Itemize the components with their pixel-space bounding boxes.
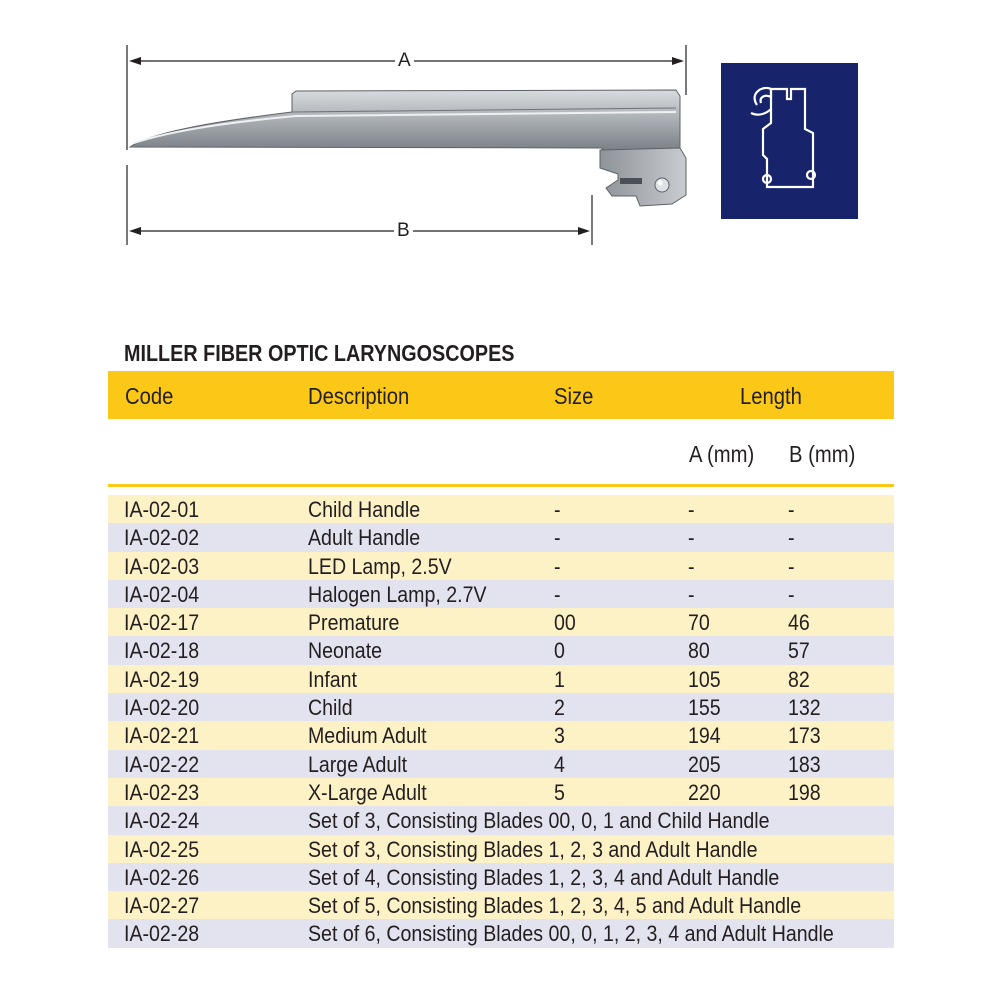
cell-code: IA-02-02: [124, 525, 200, 551]
cell-length-b: -: [788, 553, 795, 579]
table-row: [108, 580, 894, 608]
cell-code: IA-02-25: [124, 836, 200, 862]
cell-description: Child Handle: [308, 497, 421, 522]
arrowhead-left-a: [129, 57, 141, 65]
cell-description: Set of 6, Consisting Blades 00, 0, 1, 2, 3, 4 and Adult Handle: [308, 921, 834, 947]
cell-size: 2: [554, 695, 565, 721]
cell-size: -: [554, 525, 561, 551]
blade-fitting-icon: [721, 63, 858, 219]
cell-length-a: -: [688, 581, 695, 607]
table-row: [108, 552, 894, 580]
cell-length-b: 198: [788, 779, 821, 805]
header-divider: [108, 484, 894, 487]
cell-code: IA-02-04: [124, 581, 200, 607]
cell-size: 4: [554, 751, 565, 777]
header-b-mm: B (mm): [789, 441, 856, 467]
laryngoscope-blade-image: [130, 90, 686, 206]
cell-code: IA-02-17: [124, 610, 200, 636]
cell-length-b: -: [788, 497, 795, 522]
cell-code: IA-02-20: [124, 695, 200, 721]
cell-description: LED Lamp, 2.5V: [308, 553, 452, 579]
cell-size: 1: [554, 666, 565, 692]
cell-description: Adult Handle: [308, 525, 421, 551]
cell-code: IA-02-28: [124, 921, 200, 947]
cell-length-b: 82: [788, 666, 810, 692]
cell-size: 5: [554, 779, 565, 805]
cell-length-a: -: [688, 497, 695, 522]
cell-description: Large Adult: [308, 751, 408, 777]
cell-description: X-Large Adult: [308, 779, 427, 805]
cell-length-a: 194: [688, 723, 721, 749]
table-row: [108, 919, 894, 947]
cell-code: IA-02-22: [124, 751, 200, 777]
cell-length-b: 57: [788, 638, 810, 664]
cell-code: IA-02-19: [124, 666, 200, 692]
cell-length-a: 220: [688, 779, 721, 805]
table-row: [108, 523, 894, 551]
table-row: [108, 778, 894, 806]
cell-code: IA-02-21: [124, 723, 200, 749]
cell-length-a: -: [688, 525, 695, 551]
header-a-mm: A (mm): [689, 441, 755, 467]
cell-description: Set of 3, Consisting Blades 00, 0, 1 and Child Handle: [308, 808, 770, 834]
table-header: [108, 371, 894, 419]
header-code: Code: [125, 383, 174, 409]
cell-code: IA-02-26: [124, 864, 200, 890]
cell-length-b: -: [788, 525, 795, 551]
cell-description: Set of 4, Consisting Blades 1, 2, 3, 4 and Adult Handle: [308, 864, 780, 890]
cell-size: 3: [554, 723, 565, 749]
arrowhead-right-a: [672, 57, 684, 65]
product-table-body: [108, 495, 894, 948]
arrowhead-left-b: [129, 227, 141, 235]
arrowhead-right-b: [578, 227, 590, 235]
cell-code: IA-02-03: [124, 553, 200, 579]
dimension-a-label: A: [395, 51, 414, 71]
cell-code: IA-02-01: [124, 497, 200, 522]
cell-code: IA-02-23: [124, 779, 200, 805]
table-row: [108, 721, 894, 749]
cell-description: Medium Adult: [308, 723, 427, 749]
cell-length-b: 46: [788, 610, 810, 636]
cell-description: Set of 5, Consisting Blades 1, 2, 3, 4, 5 and Adult Handle: [308, 893, 802, 919]
cell-length-b: -: [788, 581, 795, 607]
table-row: [108, 891, 894, 919]
cell-size: -: [554, 553, 561, 579]
cell-description: Set of 3, Consisting Blades 1, 2, 3 and Adult Handle: [308, 836, 758, 862]
cell-length-b: 183: [788, 751, 821, 777]
cell-code: IA-02-27: [124, 893, 200, 919]
cell-code: IA-02-24: [124, 808, 200, 834]
cell-size: -: [554, 581, 561, 607]
header-length: Length: [740, 383, 802, 409]
table-row: [108, 863, 894, 891]
cell-length-b: 173: [788, 723, 821, 749]
table-row: [108, 636, 894, 664]
cell-description: Halogen Lamp, 2.7V: [308, 581, 487, 607]
table-row: [108, 665, 894, 693]
cell-length-a: -: [688, 553, 695, 579]
cell-description: Premature: [308, 610, 400, 636]
cell-size: -: [554, 497, 561, 522]
cell-description: Neonate: [308, 638, 383, 664]
table-row: [108, 750, 894, 778]
cell-length-b: 132: [788, 695, 821, 721]
cell-length-a: 80: [688, 638, 710, 664]
cell-size: 0: [554, 638, 565, 664]
cell-length-a: 155: [688, 695, 721, 721]
cell-description: Infant: [308, 666, 357, 692]
cell-length-a: 70: [688, 610, 710, 636]
table-row: [108, 835, 894, 863]
table-row: [108, 806, 894, 834]
page-title: MILLER FIBER OPTIC LARYNGOSCOPES: [124, 340, 515, 366]
header-description: Description: [308, 383, 410, 409]
cell-length-a: 105: [688, 666, 721, 692]
cell-code: IA-02-18: [124, 638, 200, 664]
dimension-b-label: B: [394, 221, 413, 241]
cell-size: 00: [554, 610, 576, 636]
header-size: Size: [554, 383, 594, 409]
cell-description: Child: [308, 695, 353, 721]
table-row: [108, 608, 894, 636]
table-row: [108, 495, 894, 523]
cell-length-a: 205: [688, 751, 721, 777]
table-row: [108, 693, 894, 721]
dimension-b-line: [127, 165, 592, 245]
